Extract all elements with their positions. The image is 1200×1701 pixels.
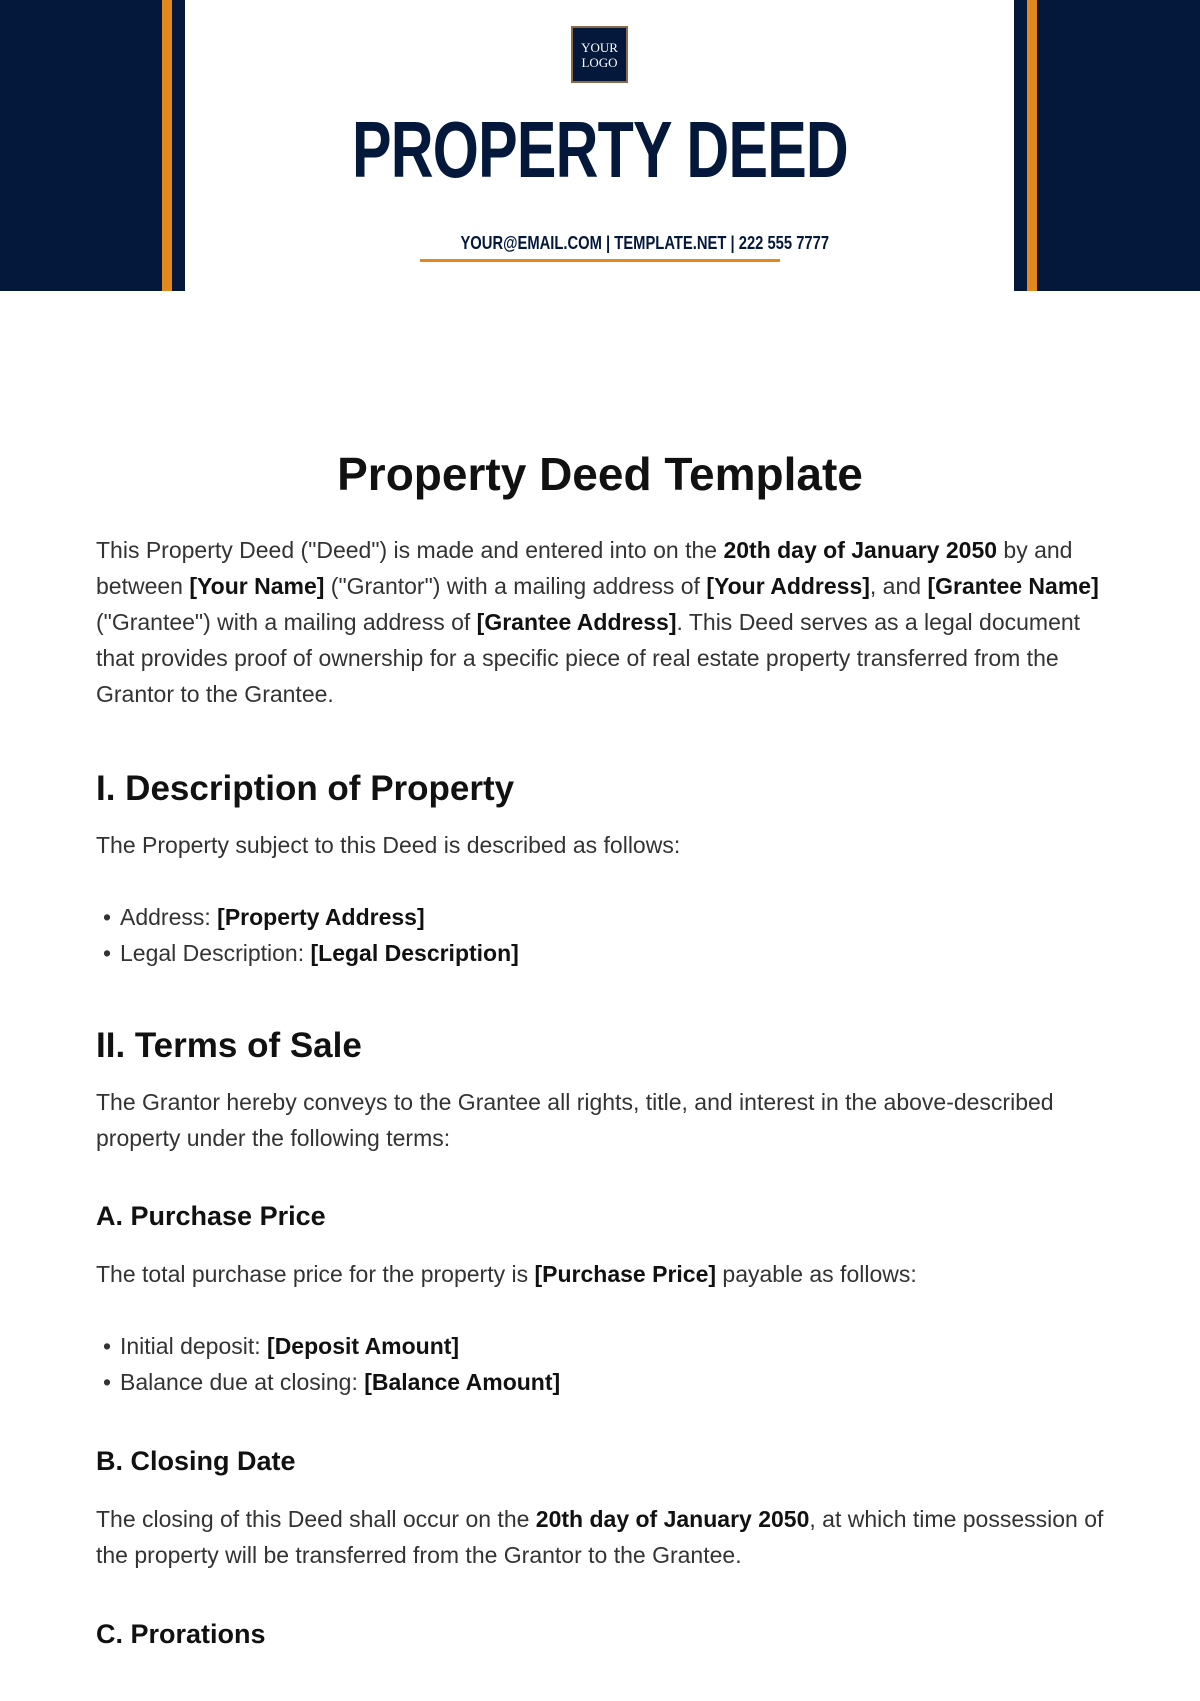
list-item: • Legal Description: [Legal Description] bbox=[103, 940, 519, 966]
contact-separator: | bbox=[606, 233, 611, 253]
list-item: • Address: [Property Address] bbox=[103, 904, 425, 930]
section-description-text: The Property subject to this Deed is described as follows: bbox=[96, 832, 681, 858]
payment-list bbox=[96, 1328, 1106, 1400]
closing-date-text: The closing of this Deed shall occur on the 20th day of January 2050, at which time possession of the property will be transferred from the Grantor to the Grantee. bbox=[96, 1506, 1104, 1568]
subsection-heading-purchase-price: A. Purchase Price bbox=[96, 1201, 326, 1231]
contact-underline bbox=[420, 259, 780, 262]
section-heading-description: I. Description of Property bbox=[96, 769, 515, 808]
logo-text-line2: LOGO bbox=[581, 54, 618, 70]
contact-website: TEMPLATE.NET bbox=[614, 233, 727, 253]
logo-text-line1: YOUR bbox=[581, 39, 618, 55]
document-title: Property Deed Template bbox=[337, 447, 863, 500]
intro-paragraph: This Property Deed ("Deed") is made and entered into on the 20th day of January 2050 by and between [Your Name] ("Grantor") with a mailing address of [Your Address], and [Grantee Name] ("Grantee") with a mailing address of [Grantee Address]. This Deed serves as a legal document that provides proof of ownership for a specific piece of real estate property transferred from the Grantor to the Grantee. bbox=[96, 537, 1099, 707]
property-list bbox=[96, 899, 1106, 971]
contact-line bbox=[420, 231, 830, 261]
list-item: • Balance due at closing: [Balance Amount] bbox=[103, 1369, 561, 1395]
document-body bbox=[96, 532, 1106, 1652]
brand-title: PROPERTY DEED bbox=[352, 105, 848, 194]
section-heading-terms: II. Terms of Sale bbox=[96, 1026, 362, 1065]
subsection-heading-closing-date: B. Closing Date bbox=[96, 1446, 296, 1476]
subsection-heading-prorations: C. Prorations bbox=[96, 1619, 266, 1649]
header-banner bbox=[0, 0, 1200, 291]
contact-email: YOUR@EMAIL.COM bbox=[460, 233, 602, 253]
contact-phone: 222 555 7777 bbox=[738, 233, 830, 253]
section-terms-text: The Grantor hereby conveys to the Grantee all rights, title, and interest in the above-described property under the following terms: bbox=[96, 1089, 1054, 1151]
company-logo bbox=[571, 26, 628, 83]
contact-separator: | bbox=[730, 233, 735, 253]
purchase-price-text: The total purchase price for the property is [Purchase Price] payable as follows: bbox=[96, 1261, 917, 1287]
list-item: • Initial deposit: [Deposit Amount] bbox=[103, 1333, 460, 1359]
